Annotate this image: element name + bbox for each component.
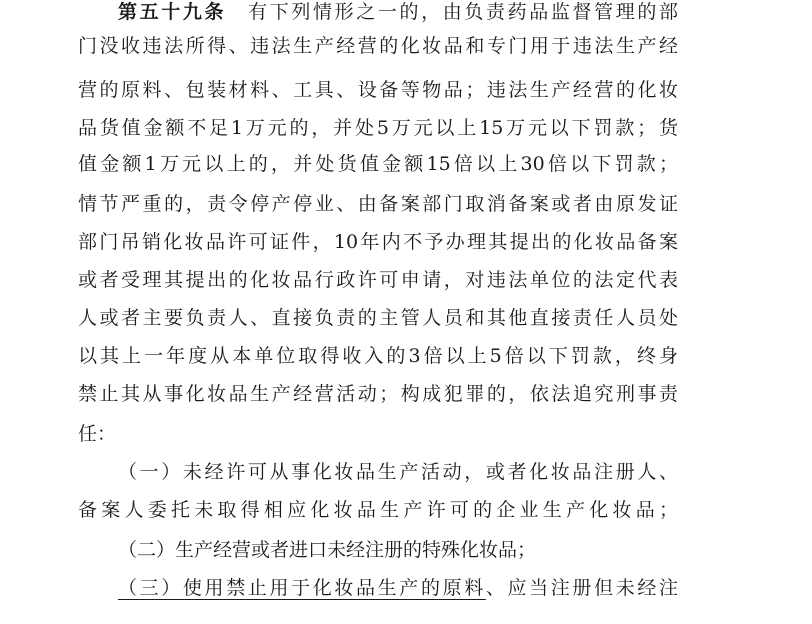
item-3-rest-text: 、应当注册但未经注	[485, 577, 678, 599]
article-text-line-2: 门没收违法所得、违法生产经营的化妆品和专门用于违法生产经	[78, 35, 678, 57]
item-1-line-2: 备案人委托未取得相应化妆品生产许可的企业生产化妆品；	[78, 499, 678, 521]
article-text-line-6: 情节严重的，责令停产停业、由备案部门取消备案或者由原发证	[78, 193, 678, 215]
item-3-line-1	[118, 572, 678, 604]
article-text-line-9: 人或者主要负责人、直接负责的主管人员和其他直接责任人员处	[78, 307, 678, 329]
item-2: （二）生产经营或者进口未经注册的特殊化妆品；	[118, 539, 537, 561]
article-text-line-4: 品货值金额不足1万元的，并处5万元以上15万元以下罚款；货	[78, 117, 678, 139]
article-text-line-3: 营的原料、包装材料、工具、设备等物品；违法生产经营的化妆	[78, 79, 678, 101]
article-text-line-11: 禁止其从事化妆品生产经营活动；构成犯罪的，依法追究刑事责	[78, 383, 678, 405]
article-number: 第五十九条	[118, 1, 227, 23]
article-text-line-12: 任：	[78, 423, 117, 445]
article-text-line-5: 值金额1万元以上的，并处货值金额15倍以上30倍以下罚款；	[78, 153, 678, 175]
article-text-line-7: 部门吊销化妆品许可证件，10年内不予办理其提出的化妆品备案	[78, 231, 678, 253]
article-text-line-8: 或者受理其提出的化妆品行政许可申请，对违法单位的法定代表	[78, 269, 678, 291]
article-text-line-1: 有下列情形之一的，由负责药品监督管理的部	[248, 1, 678, 23]
article-text-line-10: 以其上一年度从本单位取得收入的3倍以上5倍以下罚款，终身	[78, 345, 678, 367]
item-3-underlined-text: （三）使用禁止用于化妆品生产的原料	[118, 577, 486, 599]
item-1-line-1: （一）未经许可从事化妆品生产活动，或者化妆品注册人、	[118, 461, 678, 483]
article-heading-line	[118, 0, 678, 28]
